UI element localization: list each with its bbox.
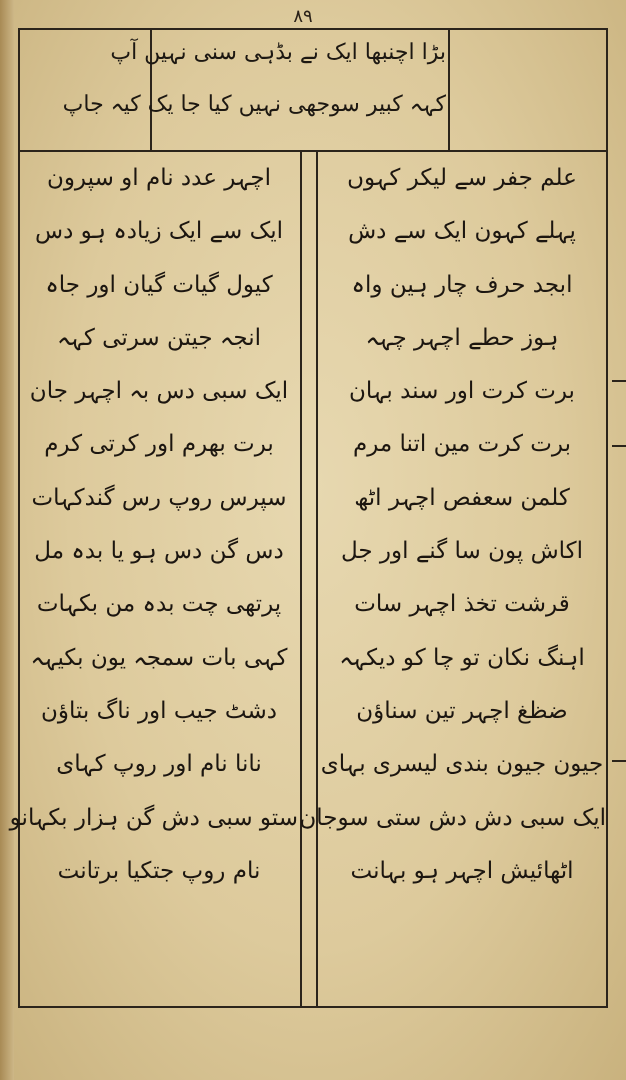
verse-line: علم جفر سے لیکر کہوں — [347, 165, 577, 191]
verse-line: برت کرت مین اتنا مرم — [352, 431, 572, 458]
margin-mark — [612, 760, 626, 762]
verse-line: انجہ جیتن سرتی کہہ — [56, 324, 262, 351]
page-number: ۸۹ — [293, 6, 313, 27]
margin-mark — [612, 380, 626, 382]
verse-line: ایک سے ایک زیادہ ہو دس — [35, 218, 283, 245]
verse-line: پرتھی چت بدہ من بکہات — [36, 591, 282, 618]
verse-line: اٹھائیش اچہر ہو بہانت — [350, 857, 574, 884]
verse-line: اہنگ نکان تو چا کو دیکہہ — [339, 644, 585, 671]
verse-line: پہلے کہون ایک سے دش — [348, 218, 576, 245]
verse-line: دشٹ جیب اور ناگ بتاؤن — [40, 697, 278, 724]
verse-line: ستو سبی دش گن ہزار بکہانو — [9, 804, 298, 831]
page-left-edge — [0, 0, 14, 1080]
verse-line: اچہر عدد نام او سپرون — [46, 165, 272, 191]
verse-line: کہی بات سمجہ یون بکیہہ — [30, 644, 288, 671]
heading-line-1: بڑا اچنبھا ایک نے بڈہی سنی نہیں آپ — [110, 40, 446, 65]
heading-line-2: کہہ کبیر سوجھی نہیں کیا جا یک کیہ جاپ — [62, 92, 446, 117]
column-divider-left — [300, 150, 302, 1008]
verse-line: دس گن دس ہو یا بدہ مل — [34, 538, 284, 565]
verse-line: جیون جیون بندی لیسری بہای — [320, 751, 604, 778]
verse-line: کیول گیات گیان اور جاہ — [45, 271, 273, 298]
left-verse-column — [9, 152, 298, 1008]
verse-line: اکاش پون سا گنے اور جل — [340, 538, 584, 565]
verse-line: ہوز حطے اچہر چہہ — [365, 324, 559, 351]
verse-line: نام روپ جتکیا برتانت — [57, 857, 261, 884]
right-verse-column — [299, 152, 606, 1008]
verse-line: ایک سبی دس بہ اچہر جان — [29, 378, 289, 405]
verse-line: کلمن سعفص اچہر اٹھ — [354, 484, 570, 511]
verse-line: برت کرت اور سند بہان — [349, 378, 575, 405]
verse-line: نانا نام اور روپ کہای — [56, 751, 262, 778]
verse-line: ابجد حرف چار ہین واہ — [351, 271, 573, 298]
verse-line: قرشت تخذ اچہر سات — [354, 591, 570, 618]
verse-line: ایک سبی دش دش ستی سوجان — [299, 804, 606, 831]
verse-line: سپرس روپ رس گندکہات — [31, 484, 287, 511]
verse-line: برت بھرم اور کرتی کرم — [44, 431, 274, 458]
verse-line: ضظغ اچہر تین سناؤن — [356, 697, 568, 724]
margin-mark — [612, 445, 626, 447]
